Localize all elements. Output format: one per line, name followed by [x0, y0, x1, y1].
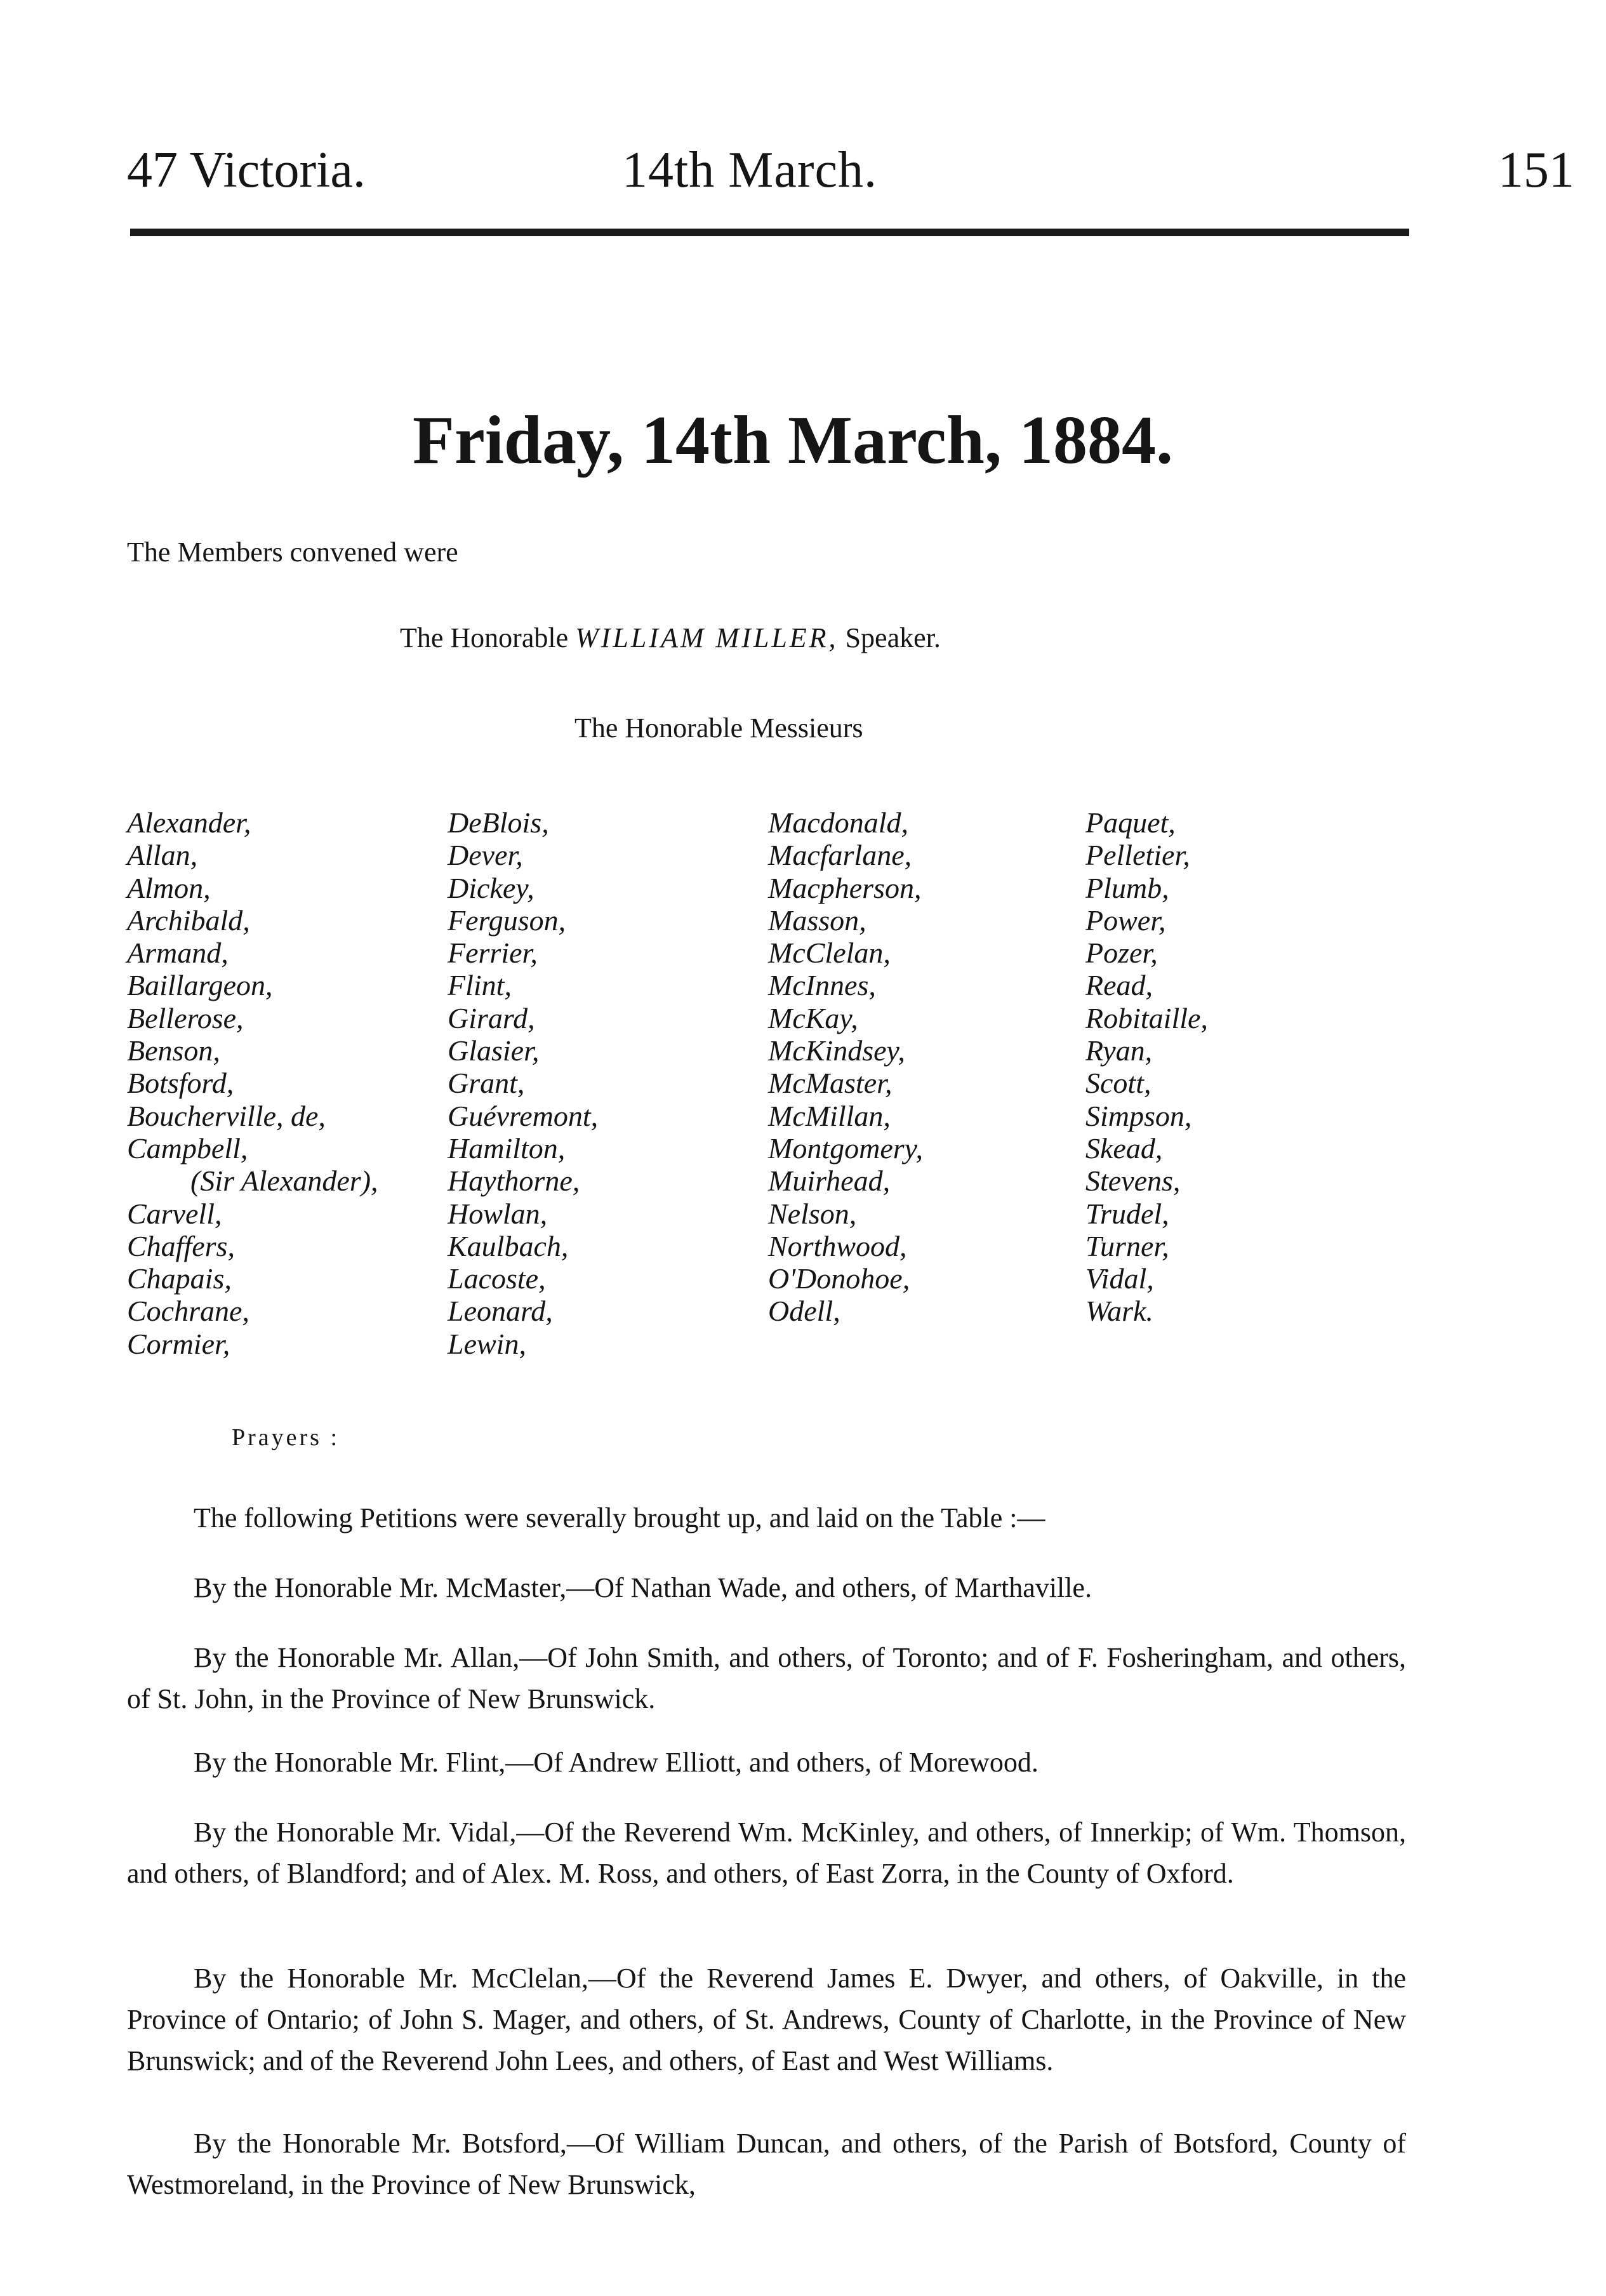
prayers-heading: Prayers :	[232, 1424, 340, 1451]
members-column-1	[127, 806, 378, 1360]
messieurs-heading: The Honorable Messieurs	[574, 712, 863, 744]
member-name: McClelan,	[768, 937, 891, 970]
member-name: O'Donohoe,	[768, 1262, 910, 1295]
member-name: Kaulbach,	[448, 1229, 569, 1262]
member-name: Flint,	[448, 969, 512, 1002]
member-name: Cormier,	[127, 1327, 230, 1360]
member-name: Skead,	[1085, 1131, 1163, 1165]
member-name: Baillargeon,	[127, 969, 273, 1002]
member-name: Grant,	[448, 1067, 525, 1100]
running-header-regnal-year: 47 Victoria.	[127, 142, 366, 198]
petition-paragraph-flint: By the Honorable Mr. Flint,—Of Andrew Elliott, and others, of Morewood.	[194, 1747, 1039, 1778]
member-name: Chapais,	[127, 1262, 232, 1295]
member-name: Muirhead,	[768, 1165, 891, 1198]
member-name: Archibald,	[127, 904, 250, 937]
member-name: Paquet,	[1085, 806, 1176, 839]
petition-paragraph-allan: By the Honorable Mr. Allan,—Of John Smith, and others, of Toronto; and of F. Fosheringham, and others, of St. John, in the Province of New Brunswick.	[127, 1642, 1406, 1714]
member-name: Leonard,	[448, 1295, 553, 1328]
member-name: Guévremont,	[448, 1099, 599, 1132]
petition-paragraph-mcmaster: By the Honorable Mr. McMaster,—Of Nathan Wade, and others, of Marthaville.	[194, 1572, 1092, 1603]
member-name: Lacoste,	[448, 1262, 546, 1295]
running-header-date: 14th March.	[622, 142, 878, 198]
header-rule	[130, 229, 1409, 236]
member-name: Alexander,	[127, 806, 251, 839]
speaker-prefix: The Honorable	[400, 622, 569, 653]
petition-paragraph-botsford: By the Honorable Mr. Botsford,—Of William Duncan, and others, of the Parish of Botsford, County of Westmoreland, in the Province of New Brunswick,	[127, 2128, 1406, 2200]
member-name: Odell,	[768, 1295, 840, 1328]
speaker-line	[400, 624, 941, 652]
member-name: McKindsey,	[768, 1034, 905, 1067]
members-column-2	[448, 806, 598, 1360]
members-convened-text: The Members convened were	[127, 537, 458, 568]
member-name: Ferrier,	[448, 937, 538, 970]
member-name: Dever,	[448, 839, 523, 872]
member-name: Armand,	[127, 937, 229, 970]
member-name: Carvell,	[127, 1197, 222, 1230]
member-name: DeBlois,	[448, 806, 549, 839]
members-column-4	[1085, 806, 1208, 1328]
page-number: 151	[1498, 142, 1574, 198]
sitting-date-title: Friday, 14th March, 1884.	[413, 403, 1173, 478]
member-name: Power,	[1085, 904, 1166, 937]
member-name: Stevens,	[1085, 1165, 1181, 1198]
member-name: Masson,	[768, 904, 866, 937]
member-name: Scott,	[1085, 1067, 1151, 1100]
member-name: Bellerose,	[127, 1001, 244, 1034]
member-name: Northwood,	[768, 1229, 907, 1262]
member-name: Pozer,	[1085, 937, 1158, 970]
member-name: Benson,	[127, 1034, 220, 1067]
member-name: Turner,	[1085, 1229, 1169, 1262]
member-name: Nelson,	[768, 1197, 857, 1230]
member-name: Macpherson,	[768, 871, 922, 904]
member-name: Montgomery,	[768, 1131, 924, 1165]
member-name: Almon,	[127, 871, 211, 904]
member-name: Allan,	[127, 839, 198, 872]
member-name: Glasier,	[448, 1034, 540, 1067]
speaker-name: WILLIAM MILLER,	[575, 622, 839, 653]
member-name: Vidal,	[1085, 1262, 1154, 1295]
member-name: Lewin,	[448, 1327, 526, 1360]
member-name: Plumb,	[1085, 871, 1169, 904]
member-name: Chaffers,	[127, 1229, 235, 1262]
petition-paragraph-mcclelan: By the Honorable Mr. McClelan,—Of the Reverend James E. Dwyer, and others, of Oakville, in the Province of Ontario; of John S. Mager, and others, of St. Andrews, County of Charlotte, in the Province of New Brunswick; and of the Reverend John Lees, and others, of East and West Williams.	[127, 1963, 1406, 2076]
members-column-3	[768, 806, 923, 1328]
member-name: Hamilton,	[448, 1131, 566, 1165]
petitions-intro-paragraph: The following Petitions were severally brought up, and laid on the Table :—	[194, 1502, 1045, 1533]
member-name: Robitaille,	[1085, 1001, 1208, 1034]
member-name: Dickey,	[448, 871, 534, 904]
member-name: Girard,	[448, 1001, 535, 1034]
member-name: Howlan,	[448, 1197, 548, 1230]
petition-paragraph-vidal: By the Honorable Mr. Vidal,—Of the Reverend Wm. McKinley, and others, of Innerkip; of Wm. Thomson, and others, of Blandford; and of Alex. M. Ross, and others, of East Zorra, in the County of Oxford.	[127, 1817, 1406, 1889]
member-name: Read,	[1085, 969, 1153, 1002]
member-name: McInnes,	[768, 969, 876, 1002]
member-name: Simpson,	[1085, 1099, 1192, 1132]
member-name: Ryan,	[1085, 1034, 1153, 1067]
member-name: Botsford,	[127, 1067, 234, 1100]
member-name: McMaster,	[768, 1067, 893, 1100]
member-name: (Sir Alexander),	[190, 1165, 378, 1198]
member-name: Macfarlane,	[768, 839, 912, 872]
member-name: Campbell,	[127, 1131, 248, 1165]
member-name: Pelletier,	[1085, 839, 1190, 872]
member-name: Ferguson,	[448, 904, 566, 937]
member-name: Cochrane,	[127, 1295, 249, 1328]
member-name: Boucherville, de,	[127, 1099, 326, 1132]
member-name: Trudel,	[1085, 1197, 1169, 1230]
member-name: McMillan,	[768, 1099, 891, 1132]
member-name: Wark.	[1085, 1295, 1153, 1328]
speaker-title: Speaker.	[845, 622, 941, 653]
member-name: McKay,	[768, 1001, 858, 1034]
member-name: Macdonald,	[768, 806, 909, 839]
member-name: Haythorne,	[448, 1165, 580, 1198]
